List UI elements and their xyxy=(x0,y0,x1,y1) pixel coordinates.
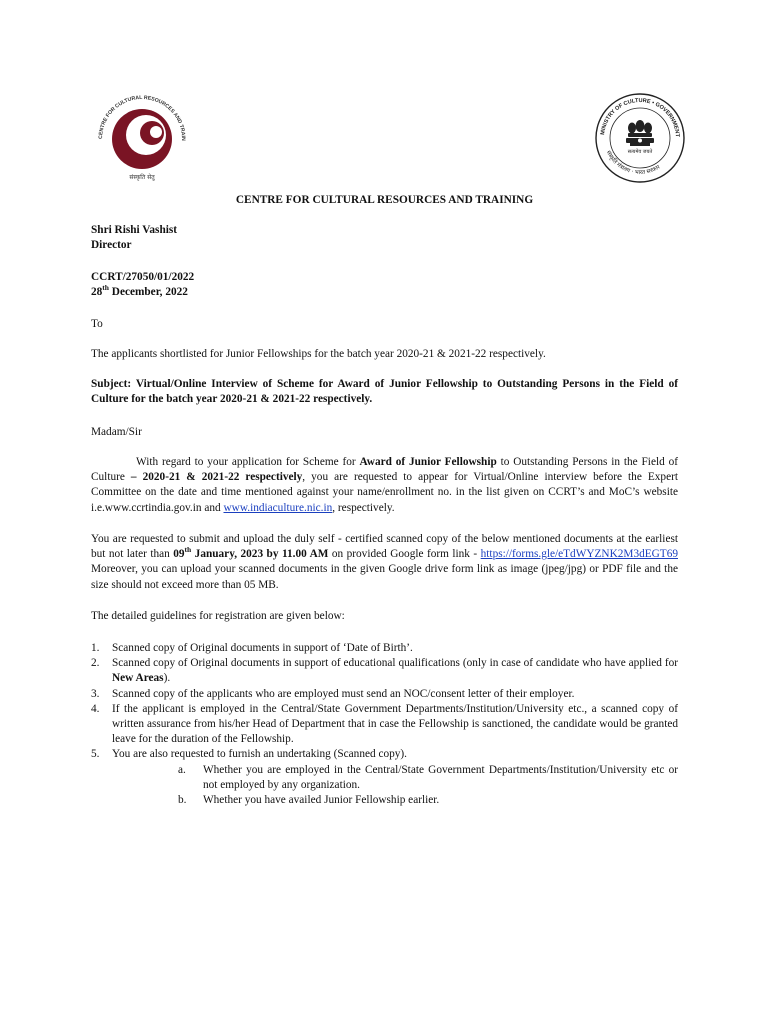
ccrt-logo xyxy=(96,93,188,185)
paragraph-interview: With regard to your application for Scheme for Award of Junior Fellowship to Outstanding Persons in the Field of Culture – 2020-21 & 2021-22 respectively, you are requested to appear for Virtual/Online interview before the Expert Committee on the date and time mentioned against your name/enrollment no. in the list given on CCRT’s and MoC’s website i.e.www.ccrtindia.gov.in and www.indiaculture.nic.in, respectively. xyxy=(91,456,679,514)
recipients-line: The applicants shortlisted for Junior Fellowships for the batch year 2020-21 & 2021-22 respectively. xyxy=(91,348,546,360)
svg-text:MINISTRY OF CULTURE • GOVERNME xyxy=(594,92,680,139)
letter-date: 28th December, 2022 xyxy=(91,283,188,298)
list-item: 3. Scanned copy of the applicants who are employed must send an NOC/consent letter of their employer. xyxy=(91,687,575,700)
ccrt-logo-tagline: संस्कृति सेतु xyxy=(129,174,155,181)
paragraph-documents: You are requested to submit and upload the duly self - certified scanned copy of the below mentioned documents at the earliest but not later than 09th January, 2023 by 11.00 AM on provided Google form link - https://forms.gle/eTdWYZNK2M3dEGT69 Moreover, you can upload your scanned documents in the given Google drive form link as image (jpeg/jpg) or PDF file and the size should not exceed more than 05 MB. xyxy=(91,533,678,591)
to-label: To xyxy=(91,318,103,330)
sublist-item: b. Whether you have availed Junior Fellowship earlier. xyxy=(178,794,440,807)
list-item: 5. You are also requested to furnish an undertaking (Scanned copy). a. Whether you are employed in the Central/State Government Departments/Institution/University etc or not employed by any organization. b. Whether you have availed Junior Fellowship earlier. xyxy=(91,747,678,808)
guidelines-list xyxy=(91,641,678,808)
undertaking-sublist xyxy=(112,763,678,809)
seal-motto: सत्यमेव जयते xyxy=(627,149,653,155)
org-title: CENTRE FOR CULTURAL RESOURCES AND TRAINING xyxy=(235,194,534,206)
emblem-seal-icon xyxy=(594,92,686,184)
sender-name: Shri Rishi Vashist xyxy=(91,224,178,236)
google-form-link[interactable]: https://forms.gle/eTdWYZNK2M3dEGT69 xyxy=(480,548,678,561)
seal-caption: MINISTRY OF CULTURE • GOVERNMENT xyxy=(600,97,681,138)
sublist-item: a. Whether you are employed in the Central/State Government Departments/Institution/University etc or not employed by any organization. xyxy=(178,763,678,791)
ministry-of-culture-logo xyxy=(594,92,686,184)
indiaculture-link[interactable]: www.indiaculture.nic.in xyxy=(223,501,333,514)
list-item: 4. If the applicant is employed in the Central/State Government Departments/Institution/University etc., a scanned copy of written assurance from his/her Head of Department that in case the Fellowship is sanctioned, the candidate would be granted leave for the duration of the Fellowship. xyxy=(91,702,678,746)
ccrt-logo-icon xyxy=(96,93,188,185)
list-item: 2. Scanned copy of Original documents in support of educational qualifications (only in case of candidate who have applied for New Areas). xyxy=(91,657,678,685)
seal-bottom-text: संस्कृति मंत्रालय · भारत सरकार xyxy=(604,149,662,177)
ccrt-logo-caption: CENTRE FOR CULTURAL RESOURCES AND TRAIN xyxy=(97,94,187,141)
reference-number: CCRT/27050/01/2022 xyxy=(91,271,195,283)
list-item: 1. Scanned copy of Original documents in support of ‘Date of Birth’. xyxy=(91,642,413,654)
salutation: Madam/Sir xyxy=(91,426,142,438)
guidelines-intro: The detailed guidelines for registration are given below: xyxy=(91,610,345,622)
sender-designation: Director xyxy=(91,239,132,251)
subject-line: Subject: Virtual/Online Interview of Scheme for Award of Junior Fellowship to Outstanding Persons in the Field of Culture for the batch year 2020-21 & 2021-22 respectively. xyxy=(91,378,678,406)
